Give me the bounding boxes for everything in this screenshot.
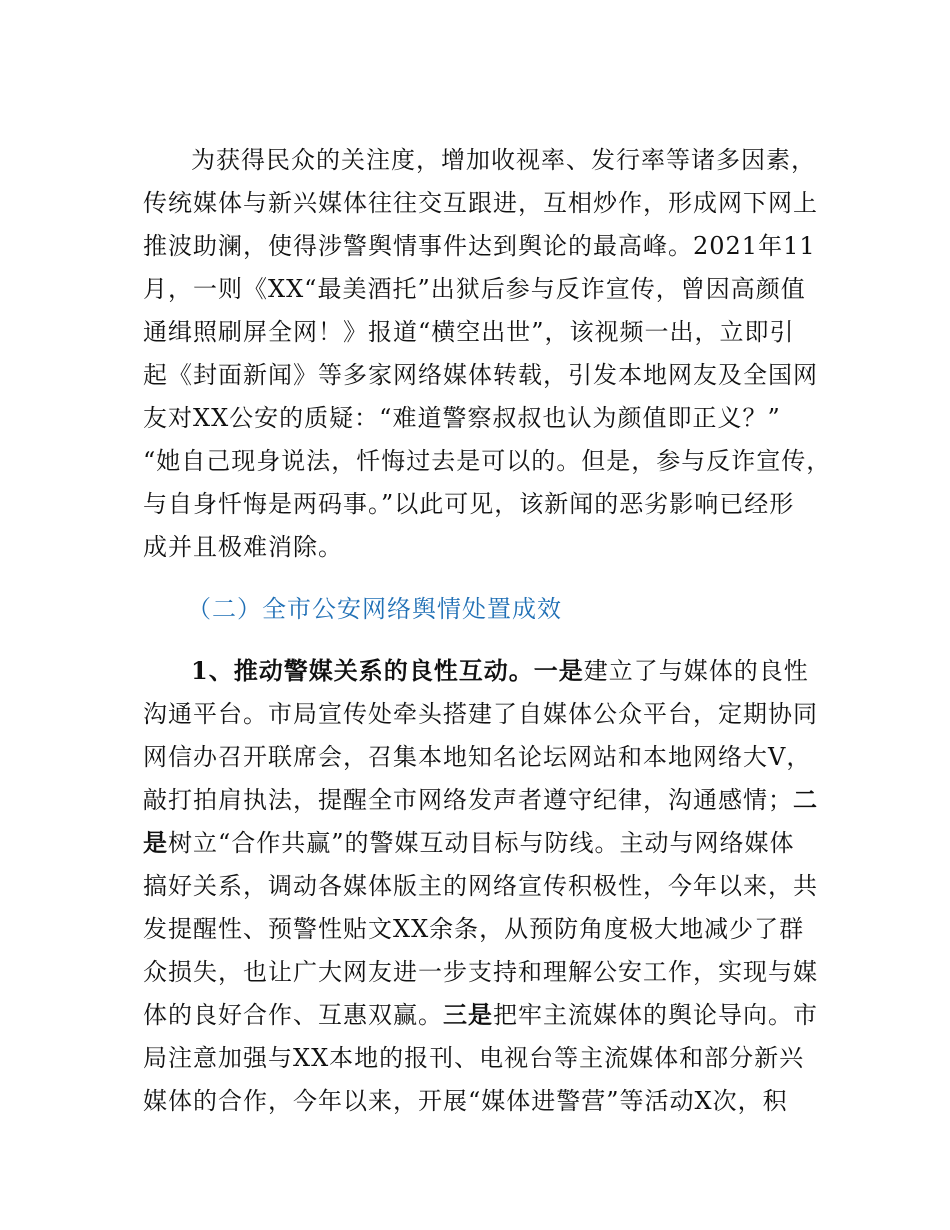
paragraph-1-line-10: 成并且极难消除。 — [143, 533, 343, 561]
paragraph-2-lead-text: 建立了与媒体的良性 — [583, 657, 809, 685]
paragraph-2-line-11: 媒体的合作，今年以来，开展“媒体进警营”等活动X次，积 — [143, 1087, 788, 1115]
paragraph-2-line-5-text: 树立“合作共赢”的警媒互动目标与防线。主动与网络媒体 — [168, 829, 795, 857]
paragraph-1-line-8: “她自己现身说法，忏悔过去是可以的。但是，参与反诈宣传， — [143, 447, 832, 475]
paragraph-2-line-6: 搞好关系，调动各媒体版主的网络宣传积极性，今年以来，共 — [143, 872, 818, 900]
paragraph-1-line-7: 友对XX公安的质疑：“难道警察叔叔也认为颜值即正义？” — [143, 404, 781, 432]
paragraph-2-line-3: 网信办召开联席会，召集本地知名论坛网站和本地网络大V， — [143, 743, 812, 771]
paragraph-2-line-1 — [191, 656, 881, 686]
paragraph-2-line-2: 沟通平台。市局宣传处牵头搭建了自媒体公众平台，定期协同 — [143, 700, 818, 728]
paragraph-2-line-8: 众损失，也让广大网友进一步支持和理解公安工作，实现与媒 — [143, 958, 818, 986]
paragraph-1-line-6: 起《封面新闻》等多家网络媒体转载，引发本地网友及全国网 — [143, 361, 818, 389]
paragraph-2-line-9-text: 体的良好合作、互惠双赢。 — [143, 1001, 443, 1029]
paragraph-1-line-9: 与自身忏悔是两码事。”以此可见，该新闻的恶劣影响已经形 — [143, 490, 795, 518]
paragraph-2-line-9-tail: 把牢主流媒体的舆论导向。市 — [493, 1001, 818, 1029]
paragraph-2-line-4 — [143, 785, 833, 815]
paragraph-2-line-4-text: 敲打拍肩执法，提醒全市网络发声者遵守纪律，沟通感情； — [143, 786, 793, 814]
paragraph-2-line-5 — [143, 828, 833, 858]
paragraph-2-line-9-bold: 三是 — [443, 1000, 493, 1029]
section-heading: （二）全市公安网络舆情处置成效 — [187, 595, 562, 623]
paragraph-2-line-5-bold: 是 — [143, 828, 168, 857]
paragraph-1-line-3: 推波助澜，使得涉警舆情事件达到舆论的最高峰。2021年11 — [143, 232, 816, 260]
paragraph-1-line-5: 通缉照刷屏全网！》报道“横空出世”，该视频一出，立即引 — [143, 318, 795, 346]
paragraph-1-line-2: 传统媒体与新兴媒体往往交互跟进，互相炒作，形成网下网上 — [143, 189, 818, 217]
paragraph-2-line-7: 发提醒性、预警性贴文XX余条，从预防角度极大地减少了群 — [143, 915, 805, 943]
paragraph-2-line-4-bold: 二 — [793, 785, 818, 814]
paragraph-1-line-4: 月，一则《XX“最美酒托”出狱后参与反诈宣传，曾因高颜值 — [143, 275, 806, 303]
paragraph-2-line-10: 局注意加强与XX本地的报刊、电视台等主流媒体和部分新兴 — [143, 1044, 805, 1072]
paragraph-2-line-9 — [143, 1000, 833, 1030]
paragraph-1-line-1: 为获得民众的关注度，增加收视率、发行率等诸多因素， — [191, 146, 816, 174]
paragraph-2-lead-bold: 1、推动警媒关系的良性互动。一是 — [191, 656, 584, 685]
